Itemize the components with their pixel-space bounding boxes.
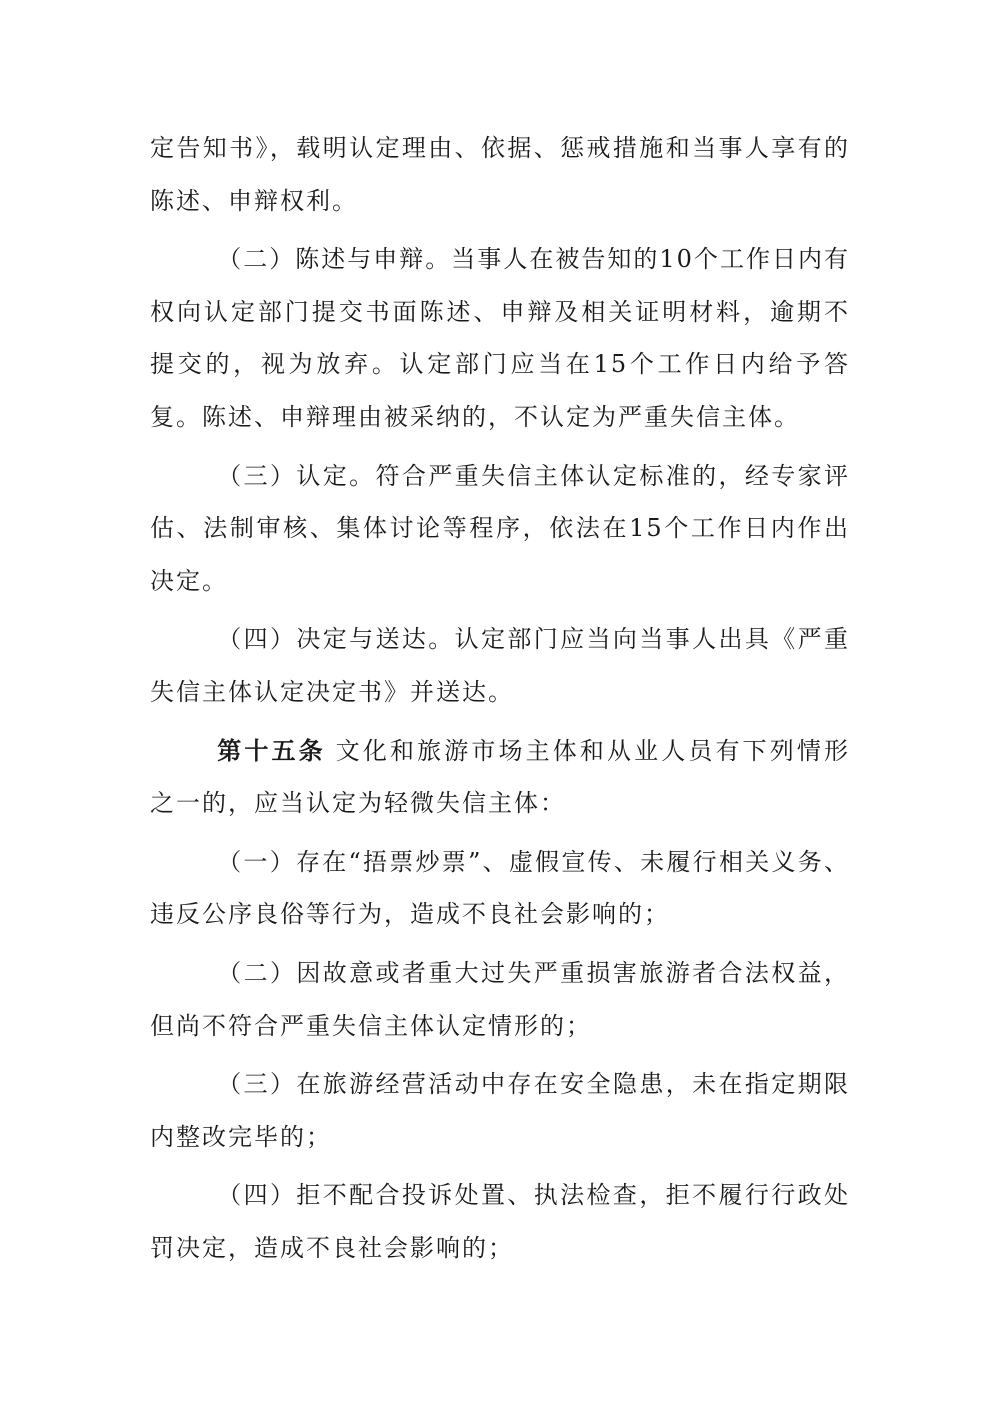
list-item-1: （一）存在“捂票炒票”、虚假宣传、未履行相关义务、违反公序良俗等行为，造成不良社会影响的； xyxy=(150,847,850,929)
list-item-4: （四）拒不配合投诉处置、执法检查，拒不履行行政处罚决定，造成不良社会影响的； xyxy=(150,1181,850,1262)
paragraph-determination: （三）认定。符合严重失信主体认定标准的，经专家评估、法制审核、集体讨论等程序，依法在15个工作日内作出决定。 xyxy=(150,461,850,595)
paragraph-decision-delivery: （四）决定与送达。认定部门应当向当事人出具《严重失信主体认定决定书》并送达。 xyxy=(150,625,850,706)
article-15-paragraph xyxy=(150,725,850,830)
list-item-3: （三）在旅游经营活动中存在安全隐患，未在指定期限内整改完毕的； xyxy=(150,1070,850,1151)
article-15-text: 文化和旅游市场主体和从业人员有下列情形之一的，应当认定为轻微失信主体： xyxy=(150,736,851,818)
paragraph-statement-defense: （二）陈述与申辩。当事人在被告知的10个工作日内有权向认定部门提交书面陈述、申辩及相关证明材料，逾期不提交的，视为放弃。认定部门应当在15个工作日内给予答复。陈述、申辩理由被采纳的，不认定为严重失信主体。 xyxy=(150,245,850,431)
paragraph-notice-continued: 定告知书》，载明认定理由、依据、惩戒措施和当事人享有的陈述、申辩权利。 xyxy=(150,134,850,215)
list-item-2: （二）因故意或者重大过失严重损害旅游者合法权益，但尚不符合严重失信主体认定情形的； xyxy=(150,958,850,1040)
document-body xyxy=(150,122,850,1280)
article-15-number: 第十五条 xyxy=(217,736,326,765)
